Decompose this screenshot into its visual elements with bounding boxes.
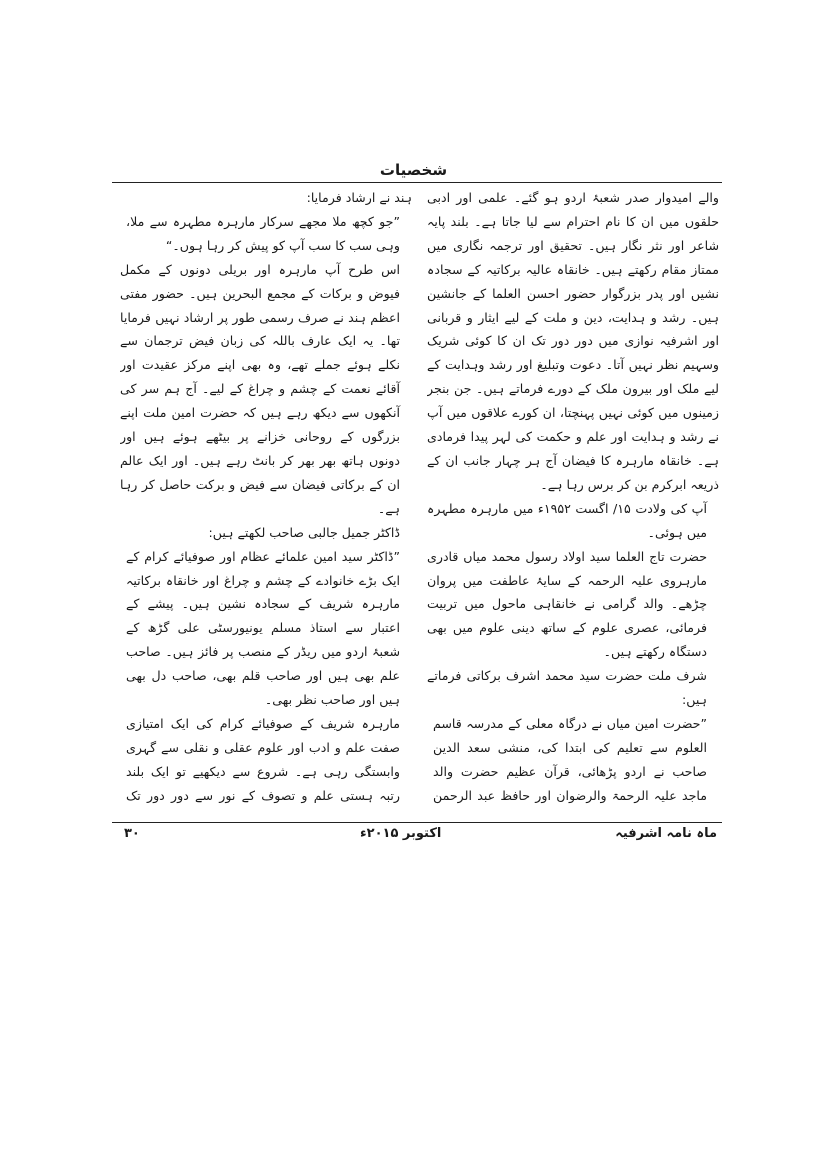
block-quote-mufti: ”جو کچھ ملا مجھے سرکار مارہرہ مطہرہ سے ملا، وہی سب کا سب آپ کو پیش کر رہا ہوں۔“ [126, 213, 400, 253]
paragraph-birth: آپ کی ولادت ۱۵/ اگست ۱۹۵۲ء میں مارہرہ مطہرہ میں ہوئی۔ [427, 500, 707, 540]
page-number: ۳۰ [124, 826, 140, 841]
left-text-column [120, 186, 412, 806]
section-title: شخصیات [379, 161, 448, 179]
right-text-column [427, 186, 719, 806]
issue-date: اکتوبر ۲۰۱۵ء [360, 826, 442, 841]
paragraph-quote-intro: شرف ملت حضرت سید محمد اشرف برکاتی فرماتے ہیں: [427, 668, 707, 708]
header-divider [112, 182, 722, 183]
block-quote-education: ”حضرت امین میاں نے درگاہ معلی کے مدرسہ قاسم العلوم سے تعلیم کی ابتدا کی، منشی سعد الدین صاحب نے اردو پڑھائی، قرآن عظیم حضرت والد ماجد علیہ الرحمۃ والرضوان اور حافظ عبد الرحمن [433, 715, 707, 803]
paragraph-blessings: اس طرح آپ مارہرہ اور بریلی دونوں کے مکمل فیوض و برکات کے مجمع البحرین ہیں۔ حضور مفتی اعظم ہند نے صرف رسمی طور پر ارشاد نہیں فرمایا تھا۔ یہ ایک عارف باللہ کی زبان فیض ترجمان سے نکلے ہوئے جملے تھے، وہ بھی اپنے مرکز عقیدت اور آقائے نعمت کے چشم و چراغ کے لیے۔ آج ہم سر کی آنکھوں سے دیکھ رہے ہیں کہ حضرت امین ملت اپنے بزرگوں کے روحانی خزانے پر بیٹھے ہوئے ہیں اور دونوں ہاتھ بھر بھر کر بانٹ رہے ہیں۔ اور ایک عالم ان کے برکاتی فیضان سے فیض و برکت حاصل کر رہا ہے۔ [120, 261, 400, 516]
paragraph-upbringing: حضرت تاج العلما سید اولاد رسول محمد میاں قادری مارہروی علیہ الرحمہ کے سایۂ عاطفت میں پروان چڑھے۔ والد گرامی نے خانقاہی ماحول میں تربیت فرمائی، عصری علوم کے ساتھ دینی علوم میں بھی دستگاہ رکھتے ہیں۔ [427, 548, 707, 660]
footer-divider [112, 822, 722, 823]
magazine-name: ماہ نامہ اشرفیہ [615, 826, 717, 841]
paragraph-1: والے امیدوار صدر شعبۂ اردو ہو گئے۔ علمی اور ادبی حلقوں میں ان کا نام احترام سے لیا جاتا ہے۔ بلند پایہ شاعر اور نثر نگار ہیں۔ تحقیق اور ترجمہ نگاری میں ممتاز مقام رکھتے ہیں۔ خانقاہ عالیہ برکاتیہ کے سجادہ نشیں اور پدر بزرگوار حضور احسن العلما کے جانشین ہیں۔ رشد و ہدایت، دین و ملت کے لیے ایثار و قربانی اور اشرفیہ نوازی میں دور دور تک ان کا کوئی شریک وسہیم نظر نہیں آتا۔ دعوت وتبلیغ اور رشد وہدایت کے لیے ملک اور بیرون ملک کے دورے فرماتے ہیں۔ جن بنجر زمینوں میں کوئی نہیں پہنچتا، ان کورے علاقوں میں آپ نے رشد و ہدایت اور علم و حکمت کی لہر پیدا فرمادی ہے۔ خانقاہ مارہرہ کا فیضان آج ہر چہار جانب ان کے ذریعہ ابرکرم بن کر برس رہا ہے۔ [427, 190, 719, 492]
paragraph-continuation: ہند نے ارشاد فرمایا: [306, 190, 412, 205]
block-quote-jalibi-1: ”ڈاکٹر سید امین علمائے عظام اور صوفیائے کرام کے ایک بڑے خانوادے کے چشم و چراغ اور خانقاہ برکاتیہ مارہرہ شریف کے سجادہ نشین ہیں۔ پیشے کے اعتبار سے استاذ مسلم یونیورسٹی علی گڑھ کے شعبۂ اردو میں ریڈر کے منصب پر فائز ہیں۔ صاحب علم بھی ہیں اور صاحب قلم بھی، صاحب دل بھی ہیں اور صاحب نظر بھی۔ [126, 548, 400, 708]
block-quote-jalibi-2: مارہرہ شریف کے صوفیائے کرام کی ایک امتیازی صفت علم و ادب اور علوم عقلی و نقلی سے گہری وابستگی رہی ہے۔ شروع سے دیکھیے تو ایک بلند رتبہ ہستی علم و تصوف کے نور سے دور دور تک [126, 715, 400, 803]
paragraph-jalibi-intro: ڈاکٹر جمیل جالبی صاحب لکھتے ہیں: [208, 524, 400, 540]
